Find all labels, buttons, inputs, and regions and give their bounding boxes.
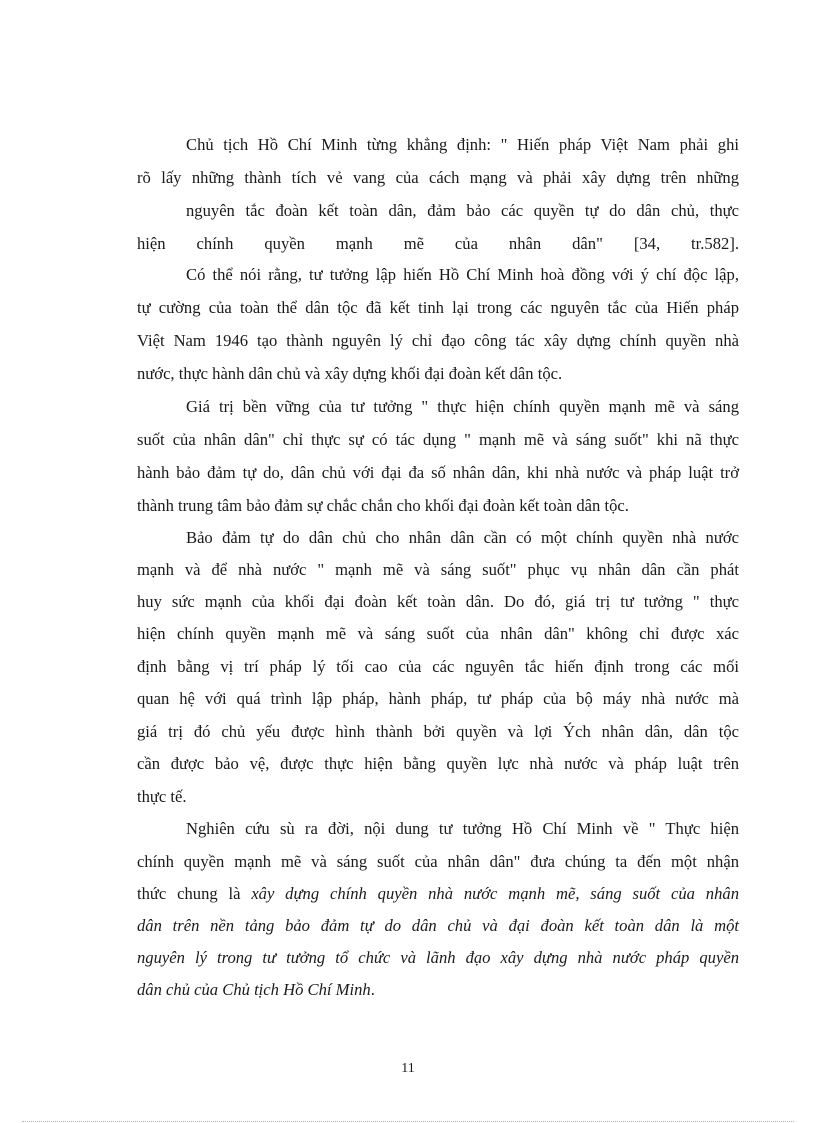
text-line: Nghiên cứu sù ra đời, nội dung tư tưởng Hồ Chí Minh về " Thực hiện (186, 819, 739, 838)
text-line: thành trung tâm bảo đảm sự chắc chắn cho khối đại đoàn kết toàn dân tộc. (137, 496, 629, 515)
page-number: 11 (401, 1061, 415, 1076)
text-line: Có thể nói rằng, tư tưởng lập hiến Hồ Chí Minh hoà đồng với ý chí độc lập, (186, 265, 739, 284)
text-line: Chủ tịch Hồ Chí Minh từng khẳng định: " Hiến pháp Việt Nam phải ghi (186, 135, 739, 154)
text-line: mạnh và để nhà nước " mạnh mẽ và sáng suốt" phục vụ nhân dân cần phát (137, 560, 739, 579)
text-line: suốt của nhân dân" chỉ thực sự có tác dụng " mạnh mẽ và sáng suốt" khi nã thực (137, 430, 739, 449)
text-line (137, 979, 739, 1001)
text-line: Việt Nam 1946 tạo thành nguyên lý chỉ đạo công tác xây dựng chính quyền nhà (137, 331, 739, 350)
text-line: thực tế. (137, 787, 187, 806)
text-line: giá trị đó chủ yếu được hình thành bởi quyền và lợi Ých nhân dân, dân tộc (137, 722, 739, 741)
text-line: rõ lấy những thành tích vẻ vang của cách mạng và phải xây dựng trên những (137, 168, 739, 187)
text-line: huy sức mạnh của khối đại đoàn kết toàn dân. Do đó, giá trị tư tưởng " thực (137, 592, 739, 611)
text-line: Giá trị bền vững của tư tưởng " thực hiện chính quyền mạnh mẽ và sáng (186, 397, 739, 416)
text-line (137, 883, 739, 905)
text-line: Bảo đảm tự do dân chủ cho nhân dân cần có một chính quyền nhà nước (186, 528, 739, 547)
text-line: nước, thực hành dân chủ và xây dựng khối đại đoàn kết dân tộc. (137, 364, 563, 383)
text-line: hiện chính quyền mạnh mẽ của nhân dân" [34, tr.582]. (137, 234, 739, 253)
text-line: tự cường của toàn thể dân tộc đã kết tinh lại trong các nguyên tắc của Hiến pháp (137, 298, 739, 317)
text-line: hiện chính quyền mạnh mẽ và sáng suốt của nhân dân" không chỉ được xác (137, 624, 739, 643)
italic-text: xây dựng chính quyền nhà nước mạnh mẽ, sáng suốt của nhân (251, 884, 739, 903)
text-line: chính quyền mạnh mẽ và sáng suốt của nhân dân" đưa chúng ta đến một nhận (137, 852, 739, 871)
italic-text-line: dân trên nền tảng bảo đảm tự do dân chủ và đại đoàn kết toàn dân là một (137, 916, 739, 935)
text-line: quan hệ với quá trình lập pháp, hành pháp, tư pháp của bộ máy nhà nước mà (137, 689, 739, 708)
text-span: thức chung là (137, 884, 252, 903)
italic-text: dân chủ của Chủ tịch Hồ Chí Minh (137, 980, 371, 999)
text-line: nguyên tắc đoàn kết toàn dân, đảm bảo các quyền tự do dân chủ, thực (186, 201, 739, 220)
footer-divider (22, 1121, 794, 1122)
italic-text-line: nguyên lý trong tư tưởng tổ chức và lãnh đạo xây dựng nhà nước pháp quyền (137, 948, 739, 967)
text-line: cần được bảo vệ, được thực hiện bằng quyền lực nhà nước và pháp luật trên (137, 754, 739, 773)
text-line: định bằng vị trí pháp lý tối cao của các nguyên tắc hiến định trong các mối (137, 657, 739, 676)
text-span: . (370, 980, 375, 999)
text-line: hành bảo đảm tự do, dân chủ với đại đa số nhân dân, khi nhà nước và pháp luật trở (137, 463, 739, 482)
